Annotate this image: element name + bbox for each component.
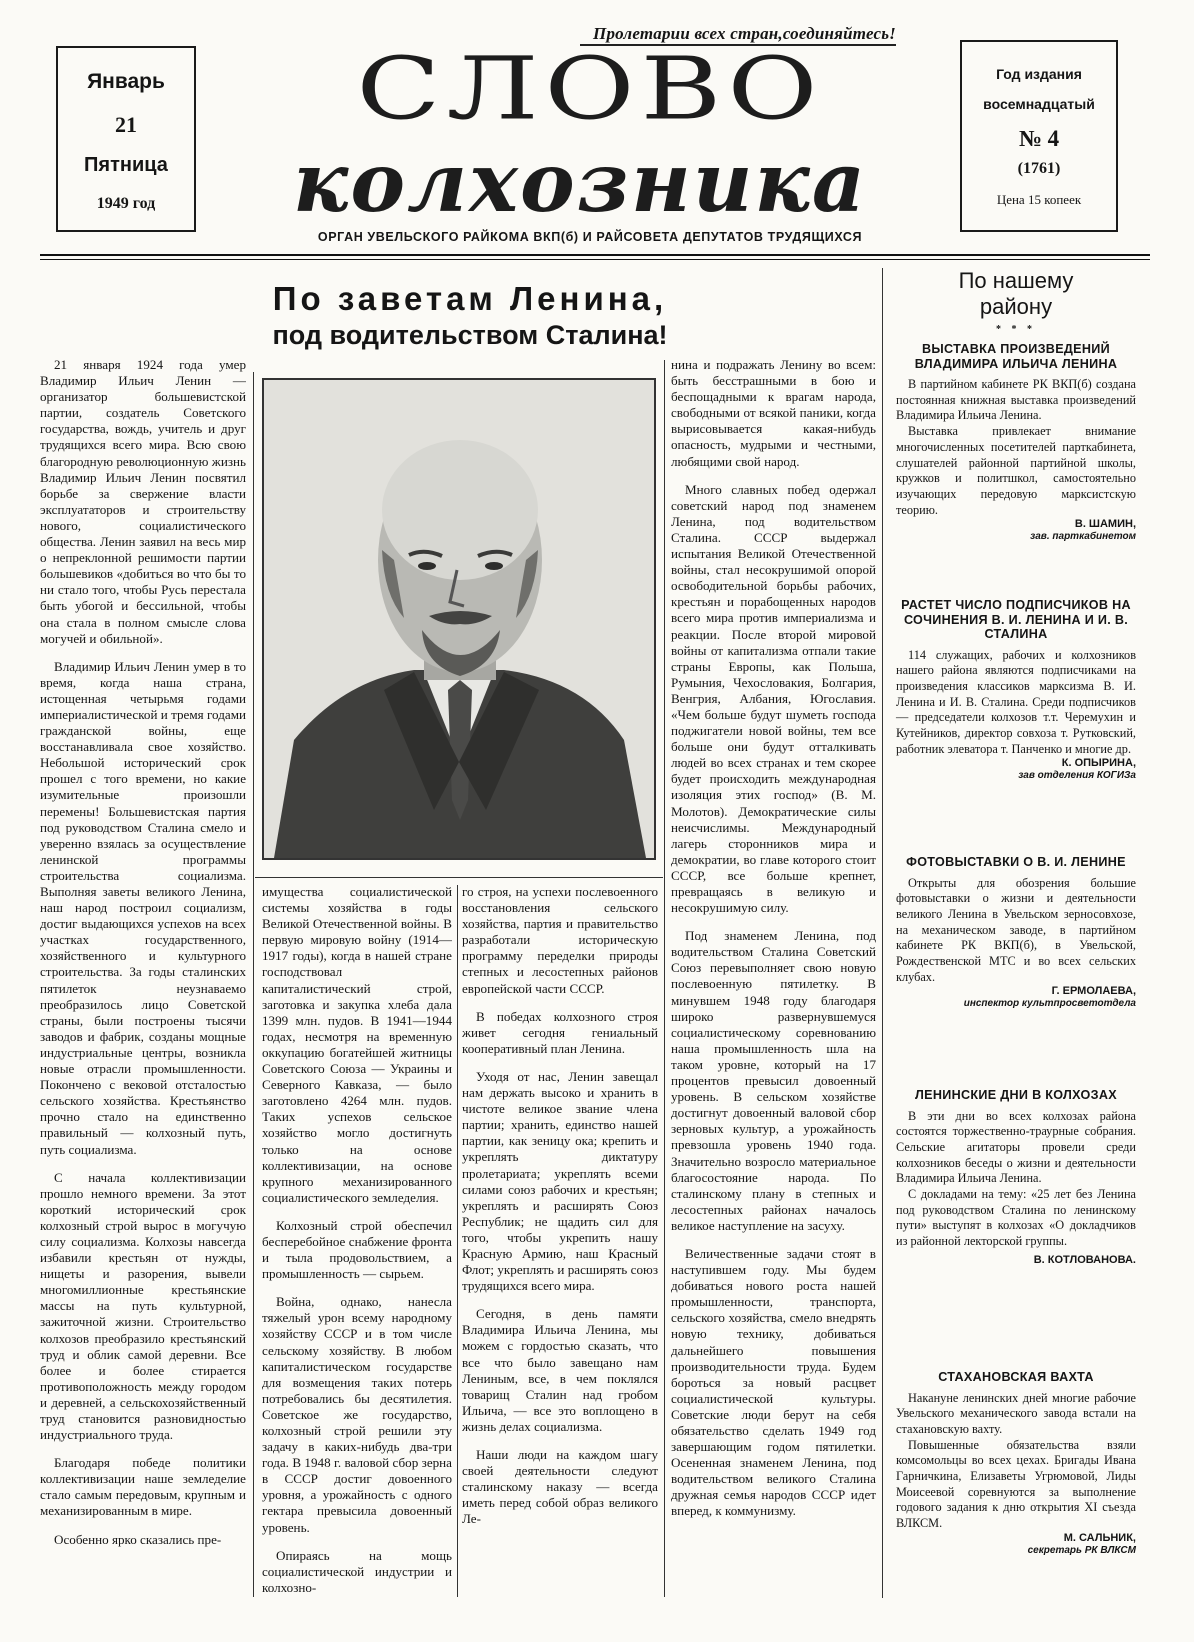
headline-line2: под водительством Сталина! [272,320,668,350]
article-paragraph: Величественные задачи стоят в наступившем году. Мы будем добиваться нового роста нашей промышленности, транспорта, сельского хозяйства, смело внедрять новую технику, добиваться дальнейшего повышения производительности труда. Будем бороться за новый расцвет социалистической культуры. Советские люди берут на себя обязательство сделать 1949 год завершающим годом пятилетки. Осененная знаменем Ленина, под водительством великого Сталина дружная семья народов СССР идет вперед, к коммунизму. [671,1245,876,1519]
sidebar-paragraph: В эти дни во всех колхозах района состоятся торжественно-траурные собрания. Сельские агитаторы провели среди колхозников беседы о жизни и деятельности Владимира Ильича Ленина. [896,1108,1136,1186]
sidebar-heading-line1: По нашему [958,268,1074,293]
masthead-rule [40,254,1150,260]
article-paragraph: Война, однако, нанесла тяжелый урон всему народному хозяйству СССР и в том числе сельскому хозяйству. В любом капиталистическом государстве для возмещения таких потерь потребовались бы десятилетия. Советское же государство, колхозный строй решили эту задачу в каких-нибудь два-три года. В 1948 г. валовой сбор зерна в СССР достиг довоенного уровня, а урожайность с одного гектара превысила довоенный уровень. [262,1294,452,1535]
article-column-4 [671,357,876,1599]
article-paragraph: Владимир Ильич Ленин умер в то время, когда наша страна, истощенная четырьмя годами империалистической и тремя годами гражданской войны, еще восстанавливала свое хозяйство. Небольшой исторический срок прошел с того времени, но какие изумительные произошли перемены! Большевистская партия под руководством Сталина смело и уверенно взялась за осуществление ленинской программы строительства социализма. Выполняя заветы великого Ленина, наш народ построил социализм, достиг выдающихся успехов на всех участках государственного, хозяйственного и культурного строительства. За годы сталинских пятилеток неузнаваемо преобразилось лицо Советской страны, были построены тысячи заводов и фабрик, созданы мощные индустриальные центры, возникла новые отрасли промышленности. Покончено с вековой отсталостью сельского хозяйства. Крестьянство прочно стало на единственно правильный — колхозный путь, путь социализма. [40,658,246,1157]
article-column-2 [262,884,452,1599]
issue-box [960,40,1118,232]
portrait-image [264,380,654,858]
column-rule [253,372,254,1597]
lenin-portrait [262,378,656,860]
sidebar-signature: Г. ЕРМОЛАЕВА, [1051,985,1136,998]
issue-year-label: Год издания [996,66,1082,82]
sidebar-stars: * * * [996,324,1036,335]
sidebar-item [896,342,1136,543]
sidebar-item [896,855,1136,1010]
issue-price: Цена 15 копеек [996,192,1082,207]
sidebar-item-body [896,648,1136,758]
article-paragraph: го строя, на успехи послевоенного восстановления сельского хозяйства, партия и правительство разработали историческую программу переделки природы степных и лесостепных районов европейской части СССР. [462,884,658,996]
date-month: Январь [87,70,165,93]
sidebar-paragraph: 114 служащих, рабочих и колхозников нашего района являются подписчиками на произведения классиков марксизма В. И. Ленина и И. В. Сталина. Среди подписчиков — председатели колхозов т.т. Черемухин и Кутейников, директор совхоза т. Рутковский, работник элеватора т. Панченко и многие др. [896,647,1136,756]
date-box [56,46,196,232]
sidebar-item [896,598,1136,782]
issue-total-number: (1761) [1017,160,1061,177]
article-paragraph: Колхозный строй обеспечил бесперебойное снабжение фронта и тыла продовольствием, а промышленность — сырьем. [262,1217,452,1282]
article-paragraph: нина и подражать Ленину во всем: быть бесстрашными в бою и беспощадными к врагам народа, свободными от всякой паники, когда вырисовывается какая-нибудь опасность, мудрыми и честными, любящими свой народ. [671,357,876,469]
sidebar-paragraph: Открыты для обозрения большие фотовыставки о жизни и деятельности великого Ленина в Увельском зерносовхозе, на механическом заводе, в партийном кабинете РК ВКП(б), в Увельской, Рождественской МТС и во всех сельских клубах. [896,875,1136,984]
sidebar-item-title: ЛЕНИНСКИЕ ДНИ В КОЛХОЗАХ [915,1088,1117,1102]
date-weekday: Пятница [84,154,168,176]
sidebar-signature-role: секретарь РК ВЛКСМ [1027,1544,1136,1556]
sidebar-paragraph: В партийном кабинете РК ВКП(б) создана постоянная книжная выставка произведений Владимира Ильича Ленина. [896,377,1136,423]
sidebar-signature: М. САЛЬНИК, [1063,1531,1136,1544]
sidebar-item [896,1370,1136,1557]
sidebar-item-title: ФОТОВЫСТАВКИ О В. И. ЛЕНИНЕ [906,855,1126,869]
article-paragraph: Много славных побед одержал советский народ под знаменем Ленина, под водительством Сталина. СССР выдержал испытания Великой Отечественной войны, стал несокрушимой опорой освободительной борьбы рабочих, крестьян и порабощенных народов всего мира против империализма и реакции. После второй мировой войны от капитализма отпали такие страны Европы, как Польша, Румыния, Чехословакия, Болгария, Венгрия, Албания, Югославия. «Чем больше будут шуметь господа поджигатели новой войны, тем все больше они будут отталкивать людей во всех странах и тем скорее будет происходить международная изоляция этих господ» (В. М. Молотов). Демократические силы неисчислимы. Международный лагерь сторонников мира и демократии, во главе которого стоит СССР, все больше крепнет, превращаясь в великую и несокрушимую силу. [671,481,876,916]
sidebar-item-title: ВЫСТАВКА ПРОИЗВЕДЕНИЙ ВЛАДИМИРА ИЛЬИЧА ЛЕНИНА [914,342,1118,371]
article-paragraph: имущества социалистической системы хозяйства в годы Великой Отечественной войны. В первую мировую войну (1914—1917 годы), когда в нашей стране господствовал капиталистический строй, заготовка и закупка хлеба дала 1399 млн. пудов. В 1941—1944 годах, несмотря на временную оккупацию богатейшей житницы Советского Союза — Украины и Северного Кавказа, — было заготовлено 4264 млн. пудов. Таких успехов сельское хозяйство могло достигнуть только на основе коллективизации, на основе крупного механизированного социалистического земледелия. [262,884,452,1205]
newspaper-title-line1: СЛОВО [356,39,824,139]
article-column-3 [462,884,658,1599]
article-paragraph: Под знаменем Ленина, под водительством Сталина Советский Союз перевыполняет свою новую послевоенную пятилетку. В минувшем 1948 году благодаря широко развернувшемуся социалистическому соревнованию наша промышленность шла на таком уровне, который на 17 процентов превысил довоенный уровень. В сельском хозяйстве достигнут довоенный валовой сбор зерновых культур, а урожайность превзошла уровень 1940 года. Значительно возросло материальное благосостояние народа. По сталинскому плану в степных и лесостепных районах началось великое наступление на засуху. [671,928,876,1233]
sidebar-paragraph: Повышенные обязательства взяли комсомольцы во всех цехах. Бригады Ивана Гарничкина, Елизаветы Угрюмовой, Лиды Моисеевой соревнуются за выполнение годового задания к дню открытия XI съезда ВЛКСМ. [896,1437,1136,1531]
sidebar-item-title: РАСТЕТ ЧИСЛО ПОДПИСЧИКОВ НА СОЧИНЕНИЯ В. И. ЛЕНИНА И И. В. СТАЛИНА [901,598,1131,641]
sidebar-signature: В. ШАМИН, [1074,518,1136,531]
column-rule [457,885,458,1597]
article-paragraph: Опираясь на мощь социалистической индустрии и колхозно- [262,1547,452,1595]
sidebar-signature: В. КОТЛОВАНОВА. [1033,1253,1136,1266]
newspaper-organ-line: ОРГАН УВЕЛЬСКОГО РАЙКОМА ВКП(б) И РАЙСОВЕТА ДЕПУТАТОВ ТРУДЯЩИХСЯ [317,230,863,244]
date-day: 21 [115,112,137,137]
issue-number: № 4 [1018,126,1060,151]
sidebar-item-body [896,1391,1136,1532]
sidebar-signature-role: зав. парткабинетом [1030,531,1136,543]
sidebar-heading-line2: району [979,294,1053,319]
sidebar-item-body [896,377,1136,518]
column-rule [664,360,665,1597]
portrait-underline [255,877,663,878]
headline-line1: По заветам Ленина, [272,280,668,317]
sidebar-signature-role: зав отделения КОГИЗа [1018,770,1136,782]
article-column-1 [40,357,246,1599]
sidebar-item-title: СТАХАНОВСКАЯ ВАХТА [938,1370,1094,1384]
masthead-slogan: Пролетарии всех стран,соединяйтесь! [593,24,896,43]
sidebar-signature-role: инспектор культпросветотдела [963,998,1136,1010]
newspaper-title-line2: колхозника [292,135,868,231]
sidebar-paragraph: Выставка привлекает внимание многочисленных посетителей парткабинета, слушателей районной партийной школы, кружков и политшкол, самостоятельно изучающих передовую марксистскую теорию. [896,424,1136,517]
date-year: 1949 год [96,195,156,212]
article-paragraph: Особенно ярко сказались пре- [54,1531,222,1547]
article-paragraph: Наши люди на каждом шагу своей деятельности следуют сталинскому наказу — всегда иметь перед собой образ великого Ле- [462,1447,658,1527]
column-rule [882,268,883,1598]
issue-year-ordinal: восемнадцатый [983,96,1095,112]
sidebar-item [896,1088,1136,1267]
sidebar-paragraph: С докладами на тему: «25 лет без Ленина под руководством Сталина по ленинскому пути» выступят в колхозах «О докладчиков из районной лекторской группы. [896,1187,1136,1249]
article-paragraph: 21 января 1924 года умер Владимир Ильич Ленин — организатор большевистской партии, создатель Советского государства, вождь, учитель и друг трудящихся всего мира. Всю свою благородную революционную жизнь Владимир Ильич Ленин посвятил борьбе за свержение власти эксплуататоров и строительству нового, социалистического общества. Ленин заявил на весь мир о непреклонной решимости партии большевиков «добиться во что бы то ни стало того, чтобы Русь перестала быть убогой и бессильной, чтобы она стала в полном смысле слова могучей и обильной». [40,357,246,646]
article-paragraph: В победах колхозного строя живет сегодня гениальный кооперативный план Ленина. [462,1008,658,1056]
article-paragraph: Сегодня, в день памяти Владимира Ильича Ленина, мы можем с гордостью сказать, что все что было завещано нам Лениным, все, в чем поклялся товарищ Сталин над гробом Ильича, — все это воплощено в жизнь делах социализма. [462,1306,658,1434]
sidebar-paragraph: Накануне ленинских дней многие рабочие Увельского механического завода встали на стахановскую вахту. [896,1390,1136,1436]
sidebar-item-body [896,876,1136,986]
sidebar-item-body [896,1109,1136,1250]
article-paragraph: Уходя от нас, Ленин завещал нам держать высоко и хранить в чистоте великое звание члена партии; хранить, единство нашей партии, как зеницу ока; крепить и укреплять диктатуру пролетариата; укреплять всеми силами союз рабочих и крестьян; укреплять и расширять Союз Республик; не щадить сил для того, чтобы укрепить нашу Красную Армию, наш Красный Флот; укреплять и расширять союз трудящихся всего мира. [462,1068,658,1294]
article-paragraph: С начала коллективизации прошло немного времени. За этот короткий исторический срок колхозный строй вырос в могучую силу социализма. Колхозы навсегда избавили крестьян от нужды, нищеты и разорения, вывели многомиллионные крестьянские массы на путь культурной, зажиточной жизни. Строительство колхозов преобразило крестьянский труд и облик самой деревни. Все более и более стирается противоположность между городом и деревней, а сельскохозяйственный труд становится разновидностью индустриального труда. [40,1169,246,1443]
sidebar-signature: К. ОПЫРИНА, [1061,757,1136,770]
article-paragraph: Благодаря победе политики коллективизации наше земледелие стало самым передовым, крупным и механизированным в мире. [40,1455,246,1519]
